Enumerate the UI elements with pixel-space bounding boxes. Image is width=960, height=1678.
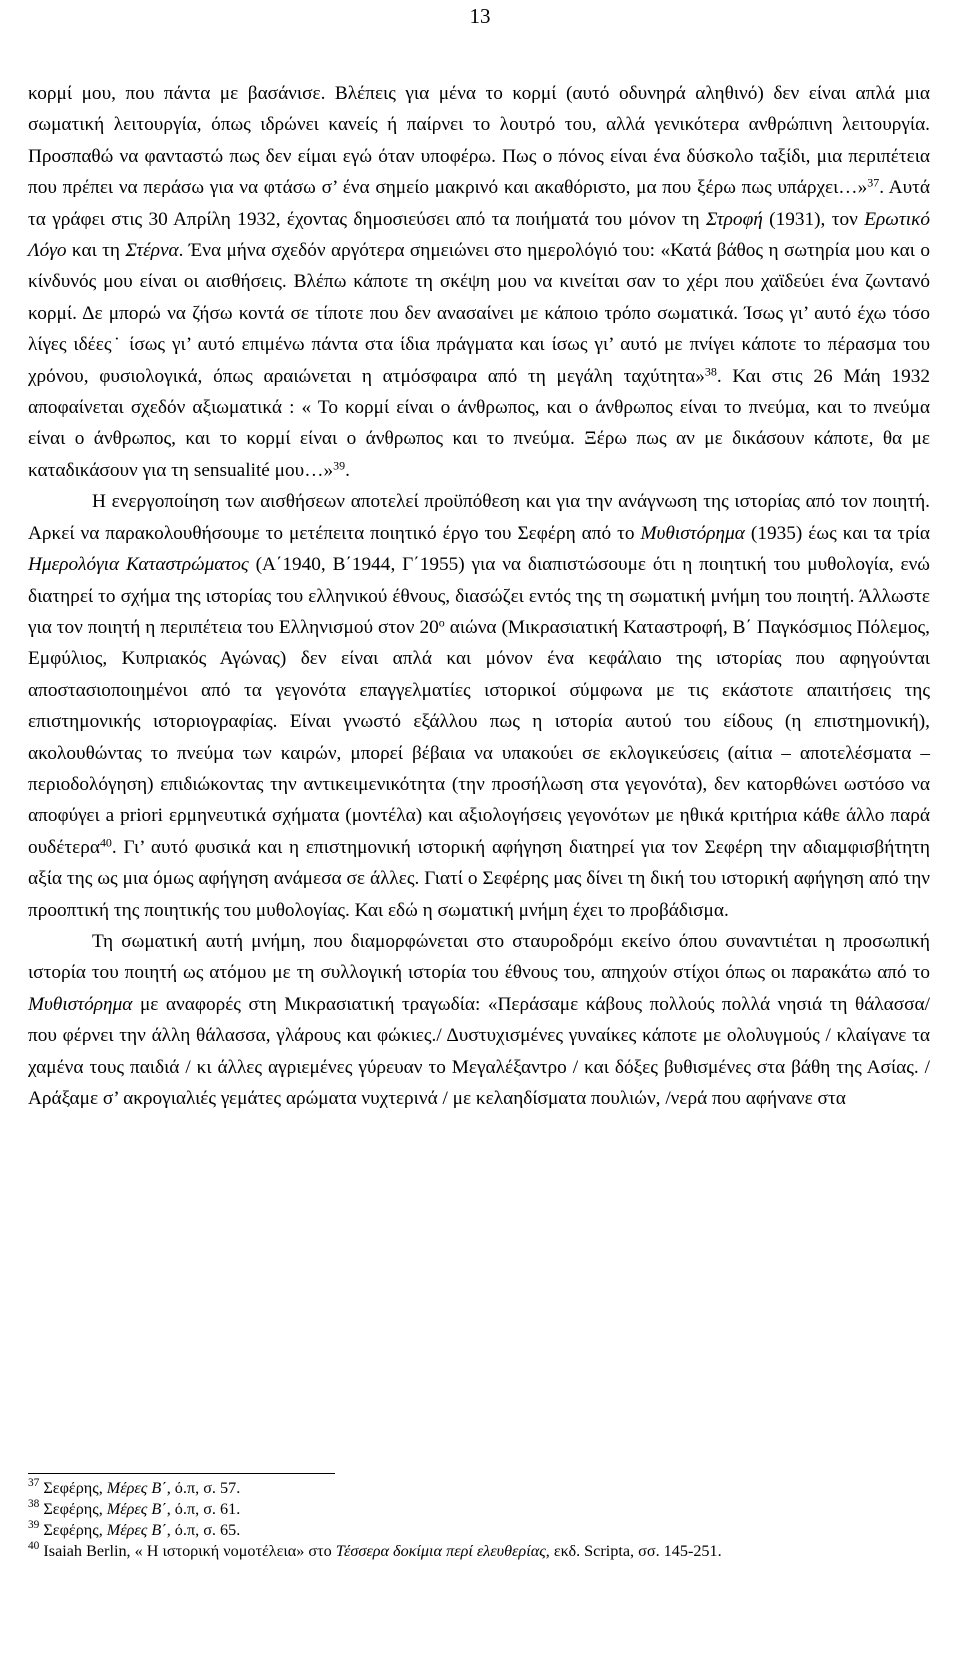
footnote — [28, 1541, 930, 1562]
text-run: . Ένα μήνα σχεδόν αργότερα σημειώνει στο ημερολόγιό του: «Κατά βάθος η σωτηρία μου και ο κίνδυνός μου είναι οι αισθήσεις. Βλέπω κάποτε τη σκέψη μου να κινείται σαν το χέρι που χαϊδεύει ένα ζωντανό κορμί. Δε μπορώ να ζήσω κοντά σε τίποτε που δεν ανασαίνει με κάποιο τρόπο σωματικά. Ίσως γι’ αυτό έχω τόσο λίγες ιδέες˙ ίσως γι’ αυτό επιμένω πάντα στα ίδια πράγματα και ίσως γι’ αυτό με πνίγει κάποτε το πέρασμα του χρόνου, φυσιολογικά, όπως αραιώνεται η ατμόσφαιρα από τη μεγάλη ταχύτητα» — [28, 240, 930, 387]
text-run: με αναφορές στη Μικρασιατική τραγωδία: «Περάσαμε κάβους πολλούς πολλά νησιά τη θάλασσα/ που φέρνει την άλλη θάλασσα, γλάρους και φώκιες./ Δυστυχισμένες γυναίκες κάποτε με ολολυγμούς / κλαίγανε τα χαμένα τους παιδιά / κι άλλες αγριεμένες γύρευαν το Μεγαλέξαντρο / και δόξες βυθισμένες στα βάθη της Ασίας. /Αράξαμε σ’ ακρογιαλιές γεμάτες αρώματα νυχτερινά / με κελαηδίσματα πουλιών, /νερά που αφήνανε στα — [28, 993, 930, 1109]
paragraph — [28, 486, 930, 926]
paragraph — [28, 78, 930, 486]
text-run: Σεφέρης, — [39, 1500, 107, 1518]
italic-title: Μυθιστόρημα — [28, 993, 133, 1015]
footnote-reference: 37 — [867, 175, 880, 190]
body-text — [28, 78, 930, 1114]
italic-title: Στέρνα — [125, 240, 179, 262]
italic-title: Ερωτικό Λόγο — [28, 208, 931, 262]
text-run: . Γι’ αυτό φυσικά και η επιστημονική ιστορική αφήγηση διατηρεί για τον Σεφέρη την αδιαμφισβήτητη αξία της ως μια όμως αφήγηση ανάμεσα σε άλλες. Γιατί ο Σεφέρης μας δίνει τη δική του ιστορική αφήγηση από την προοπτική της ποιητικής του μυθολογίας. Και εδώ η σωματική μνήμη έχει το προβάδισμα. — [28, 836, 930, 921]
italic-title: Στροφή — [705, 208, 763, 230]
text-run: Σεφέρης, — [39, 1521, 107, 1539]
text-run: (1935) έως και τα τρία — [744, 522, 930, 544]
text-run: Σεφέρης, — [39, 1479, 107, 1497]
footnote — [28, 1478, 930, 1499]
footnote-number: 39 — [28, 1519, 40, 1532]
footnote — [28, 1520, 930, 1541]
text-run: Τη σωματική αυτή μνήμη, που διαμορφώνεται στο σταυροδρόμι εκείνο όπου συναντιέται η προσωπική ιστορία του ποιητή ως ατόμου με τη συλλογική ιστορία του έθνους του, απηχούν στίχοι όπως οι παρακάτω από το — [28, 930, 930, 984]
footnote-reference: 39 — [333, 458, 346, 473]
text-run: , ό.π, σ. 65. — [166, 1521, 241, 1539]
paragraph — [28, 926, 930, 1114]
footnotes — [28, 1478, 930, 1562]
footnote-number: 40 — [28, 1540, 40, 1553]
italic-title: Μυθιστόρημα — [640, 522, 745, 544]
text-run: αιώνα (Μικρασιατική Καταστροφή, Β΄ Παγκόσμιος Πόλεμος, Εμφύλιος, Κυπριακός Αγώνας) δεν είναι απλά και μόνον ένα κεφάλαιο της ιστορίας που αφηγούνται αποστασιοποιημένοι από τα γεγονότα επαγγελματίες ιστορικοί σύμφωνα με τις εκάστοτε απαιτήσεις της επιστημονικής ιστοριογραφίας. Είναι γνωστό εξάλλου πως η ιστορία αυτού του είδους (η επιστημονική), ακολουθώντας το πνεύμα των καιρών, μπορεί βέβαια να υπακούει σε εκλογικεύσεις (αίτια – αποτελέσματα – περιοδολόγηση) επιδιώκοντας την αντικειμενικότητα (την προσήλωση στα γεγονότα), δεν κατορθώνει ωστόσο να αποφύγει a priori ερμηνευτικά σχήματα (μοντέλα) και αξιολογήσεις γεγονότων με ηθικά κριτήρια κάθε άλλο παρά ουδέτερα — [28, 616, 930, 858]
page-number: 13 — [469, 4, 491, 28]
footnote-reference: 38 — [704, 364, 717, 379]
text-run: . Και στις 26 Μάη 1932 αποφαίνεται σχεδόν αξιωματικά : « Το κορμί είναι ο άνθρωπος, και ο άνθρωπος είναι το πνεύμα, και το πνεύμα είναι ο άνθρωπος, και το κορμί είναι ο άνθρωπος και το πνεύμα. Ξέρω πως αν με δικάσουν κάποτε, θα με καταδικάσουν για τη sensualité μου…» — [28, 365, 930, 481]
text-run: , ό.π, σ. 61. — [166, 1500, 241, 1518]
text-run: και τη — [66, 240, 126, 262]
text-run: (Α΄1940, Β΄1944, Γ΄1955) για να διαπιστώσουμε ότι η ποιητική του μυθολογία, ενώ διατηρεί το σχήμα της ιστορίας του ελληνικού έθνους, διασώζει εντός της τη σωματική μνήμη του ποιητή. Άλλωστε για τον ποιητή η περιπέτεια του Ελληνισμού στον 20 — [28, 554, 930, 638]
footnote — [28, 1499, 930, 1520]
footnote-reference: 40 — [99, 835, 112, 850]
footnote-reference: ο — [438, 615, 445, 630]
italic-title: Ημερολόγια Καταστρώματος — [28, 554, 249, 576]
text-run: . — [345, 459, 350, 481]
text-run: , εκδ. Scripta, σσ. 145-251. — [545, 1542, 722, 1560]
italic-title: Τέσσερα δοκίμια περί ελευθερίας — [335, 1542, 546, 1560]
text-run: Isaiah Berlin, « Η ιστορική νομοτέλεια» στο — [39, 1542, 336, 1560]
text-run: . Αυτά τα γράφει στις 30 Απρίλη 1932, έχοντας δημοσιεύσει από τα ποιήματά του μόνον τη — [28, 177, 930, 230]
footnote-number: 38 — [28, 1498, 40, 1511]
italic-title: Μέρες Β΄ — [106, 1521, 167, 1539]
italic-title: Μέρες Β΄ — [106, 1479, 167, 1497]
text-run: , ό.π, σ. 57. — [166, 1479, 241, 1497]
text-run: Η ενεργοποίηση των αισθήσεων αποτελεί προϋπόθεση και για την ανάγνωση της ιστορίας από τον ποιητή. Αρκεί να παρακολουθήσουμε το μετέπειτα ποιητικό έργο του Σεφέρη από το — [28, 491, 930, 544]
footnote-number: 37 — [28, 1477, 40, 1490]
italic-title: Μέρες Β΄ — [106, 1500, 167, 1518]
footnote-separator — [28, 1473, 335, 1474]
text-run: (1931), τον — [762, 208, 865, 230]
text-run: κορμί μου, που πάντα με βασάνισε. Βλέπεις για μένα το κορμί (αυτό οδυνηρά αληθινό) δεν είναι απλά μια σωματική λειτουργία, όπως ιδρώνει κανείς ή παίρνει το λουτρό του, αλλά γενικότερα ανθρώπινη λειτουργία. Προσπαθώ να φανταστώ πως δεν είμαι εγώ όταν υποφέρω. Πως ο πόνος είναι ένα δύσκολο ταξίδι, μια περιπέτεια που πρέπει να περάσω για να φτάσω σ’ ένα σημείο μακρινό και ακαθόριστο, μα που ξέρω πως υπάρχει…» — [28, 83, 930, 199]
